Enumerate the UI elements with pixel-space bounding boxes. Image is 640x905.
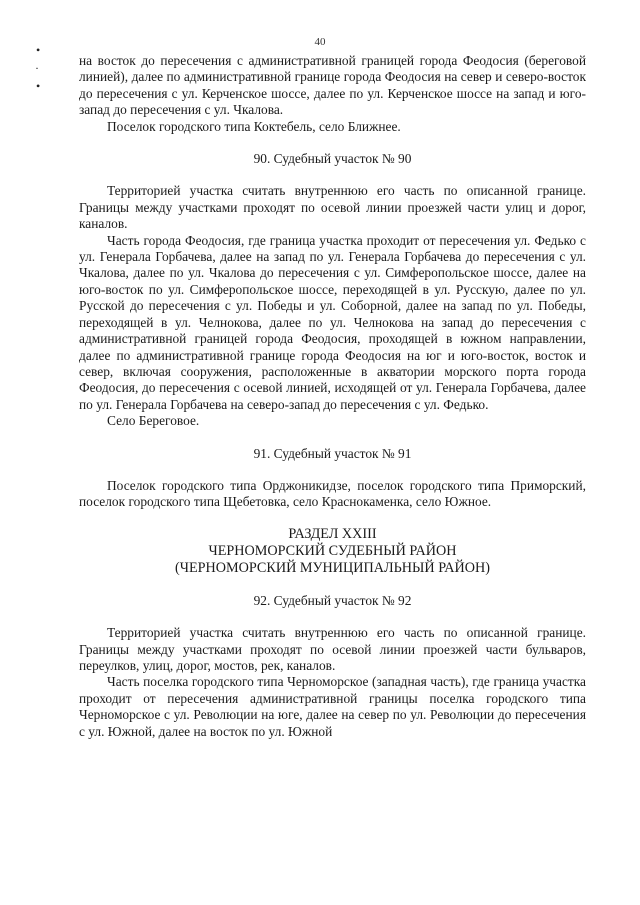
section-heading-91: 91. Судебный участок № 91	[253, 445, 412, 461]
document-body	[79, 53, 586, 740]
margin-mark: •	[36, 79, 41, 93]
division-title-line: РАЗДЕЛ XXIII	[288, 525, 377, 542]
continuation-paragraph: на восток до пересечения с административной границей города Феодосия (береговой линией), далее по административной границе города Феодосия на север и северо-восток до пересечения с ул. Керченское шоссе, далее по ул. Керченское шоссе на запад и юго-запад до пересечения с ул. Чкалова.	[79, 53, 586, 118]
paragraph: Часть поселка городского типа Черноморское (западная часть), где граница участка проходит от пересечения административной границы поселка городского типа Черноморское с ул. Революции на юге, далее на север по ул. Революции до пересечения с ул. Южной, далее на восток по ул. Южной	[79, 674, 586, 739]
division-title-line: (ЧЕРНОМОРСКИЙ МУНИЦИПАЛЬНЫЙ РАЙОН)	[175, 559, 490, 576]
paragraph: Село Береговое.	[107, 413, 200, 429]
settlements-paragraph: Поселок городского типа Коктебель, село Ближнее.	[107, 118, 401, 134]
section-heading-90: 90. Судебный участок № 90	[253, 151, 412, 167]
margin-mark: •	[36, 43, 41, 57]
page-number: 40	[314, 36, 326, 48]
section-heading-92: 92. Судебный участок № 92	[253, 592, 412, 608]
paragraph: Часть города Феодосия, где граница участка проходит от пересечения ул. Федько с ул. Генерала Горбачева, далее на запад по ул. Генерала Горбачева до пересечения с ул. Чкалова, далее по ул. Чкалова до пересечения с ул. Симферопольское шоссе, далее на юго-восток по ул. Симферопольское шоссе, переходящей в ул. Русскую, далее по ул. Русской до пересечения с ул. Победы и ул. Соборной, далее на запад по ул. Победы, переходящей в ул. Челнокова, далее по ул. Челнокова на запад до пересечения с административной границей города Феодосия, проходящей в южном направлении, далее по административной границе города Феодосия на юг и юго-восток, восток и север, включая сооружения, расположенные в акватории морского порта города Феодосия, до пересечения с осевой линией, исходящей от ул. Генерала Горбачева, далее по ул. Генерала Горбачева на северо-запад до пересечения с ул. Федько.	[79, 232, 586, 412]
paragraph: Территорией участка считать внутреннюю его часть по описанной границе. Границы между участками проходят по осевой линии проезжей части улиц и дорог, каналов.	[79, 183, 586, 232]
division-title-line: ЧЕРНОМОРСКИЙ СУДЕБНЫЙ РАЙОН	[208, 542, 457, 559]
margin-mark: ·	[35, 61, 39, 75]
paragraph: Территорией участка считать внутреннюю его часть по описанной границе. Границы между участками проходят по осевой линии проезжей части бульваров, переулков, улиц, дорог, мостов, рек, каналов.	[79, 625, 586, 673]
paragraph: Поселок городского типа Орджоникидзе, поселок городского типа Приморский, поселок городского типа Щебетовка, село Краснокаменка, село Южное.	[79, 477, 586, 510]
